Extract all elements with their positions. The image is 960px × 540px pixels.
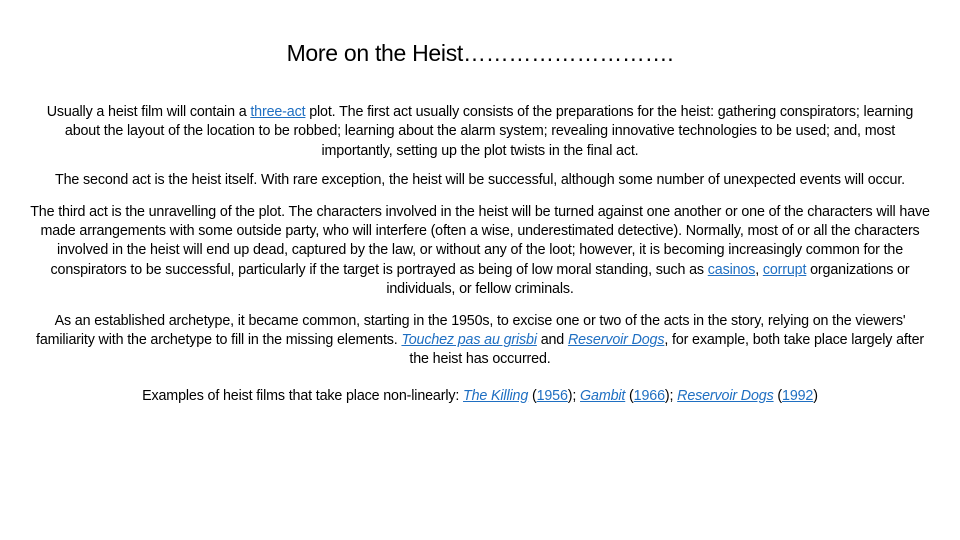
link-the-killing[interactable]: The Killing — [463, 387, 529, 404]
link-three-act[interactable]: three-act — [250, 104, 306, 120]
paragraph-archetype — [30, 312, 930, 370]
paragraph-three-act — [30, 103, 930, 161]
link-casinos[interactable]: casinos — [707, 261, 756, 278]
text-run: organizations or individuals, or fellow criminals. — [386, 261, 910, 298]
text-run: As an established archetype, it became common, starting in the 1950s, to excise one or two of the acts in the story, relying on the viewers' familiarity with the archetype to fill in the missing elements. — [36, 312, 906, 349]
text-run: ) — [813, 387, 818, 404]
text-run: and — [536, 332, 568, 349]
text-run: The third act is the unravelling of the plot. The characters involved in the heist will be turned against one another or one of the characters will have made arrangements with some outside party, who will interfere (often a wise, underestimated detective). Normally, most of or all the characters involved in the heist will end up dead, captured by the law, or without any of the loot; however, it is becoming increasingly common for the conspirators to be successful, particularly if the target is portrayed as being of low moral standing, such as — [30, 203, 930, 278]
text-run: ); — [567, 387, 581, 404]
link-year-1966[interactable]: 1966 — [633, 387, 665, 404]
link-corrupt[interactable]: corrupt — [762, 261, 807, 278]
text-run: ( — [528, 387, 537, 404]
link-touchez-pas-au-grisbi[interactable]: Touchez pas au grisbi — [401, 332, 537, 349]
text-run: ( — [625, 387, 634, 404]
text-run: , for example, both take place largely after the heist has occurred. — [409, 332, 924, 368]
link-reservoir-dogs[interactable]: Reservoir Dogs — [567, 332, 665, 349]
text-run: , — [755, 261, 763, 278]
text-run: Examples of heist films that take place non-linearly: — [142, 387, 464, 404]
slide-body — [30, 103, 930, 416]
paragraph-second-act — [30, 171, 930, 190]
link-year-1956[interactable]: 1956 — [536, 387, 568, 404]
text-run: The second act is the heist itself. With rare exception, the heist will be successful, although some number of unexpected events will occur. — [55, 172, 905, 189]
text-run: Usually a heist film will contain a — [46, 104, 251, 120]
text-run: ); — [664, 387, 678, 404]
link-year-1992[interactable]: 1992 — [782, 387, 814, 404]
paragraph-examples — [30, 387, 930, 406]
text-run: plot. The first act usually consists of the preparations for the heist: gathering conspirators; learning about the layout of the location to be robbed; learning about the alarm system; revealing innovative technologies to be used; and, most importantly, setting up the plot twists in the final act. — [64, 104, 914, 159]
text-run: ( — [773, 387, 783, 404]
link-gambit[interactable]: Gambit — [580, 387, 626, 404]
link-reservoir-dogs-2[interactable]: Reservoir Dogs — [677, 387, 774, 404]
slide-title: More on the Heist………………………. — [286, 40, 674, 66]
paragraph-third-act — [30, 203, 930, 300]
